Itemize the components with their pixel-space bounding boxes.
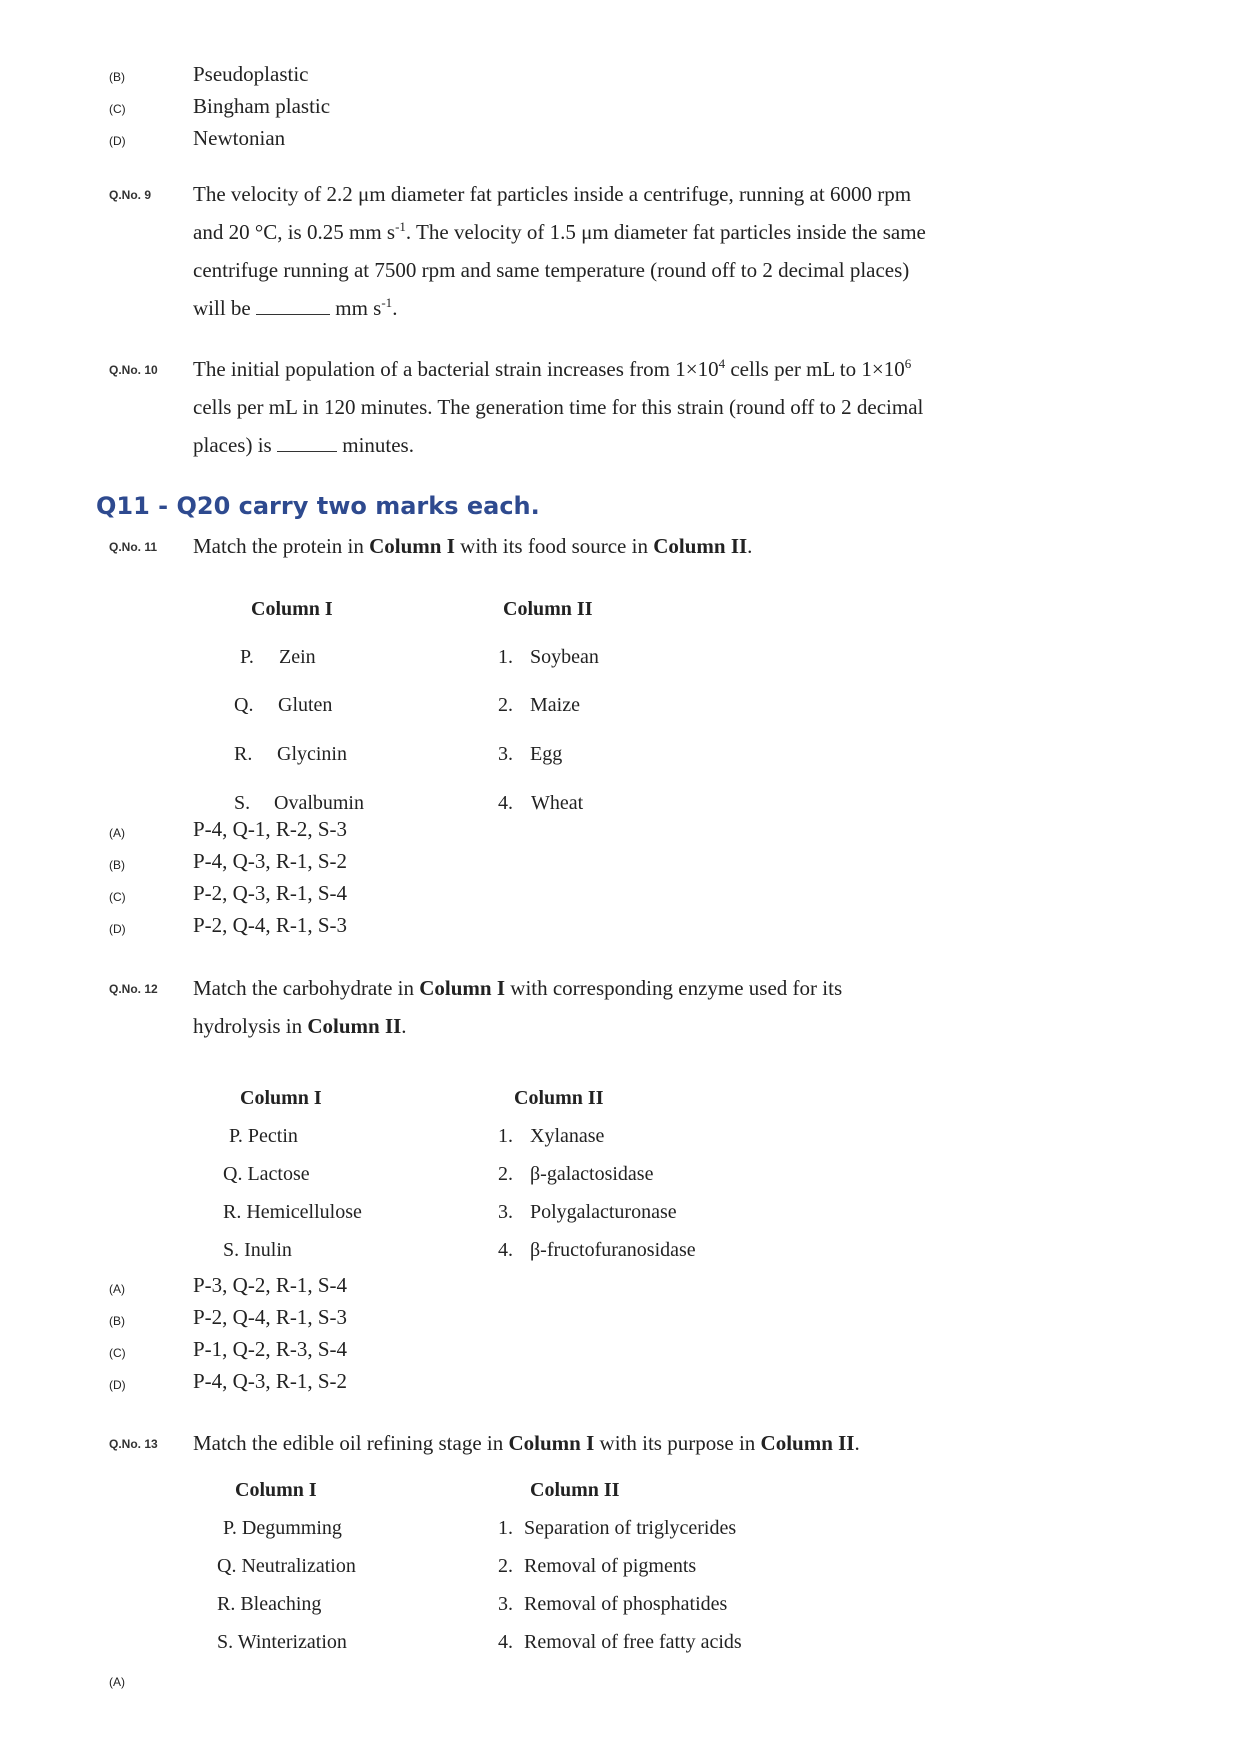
q11-option-c[interactable]: P-2, Q-3, R-1, S-4 xyxy=(193,881,348,905)
option-text-c: Bingham plastic xyxy=(193,94,331,118)
q11-bold-column-1: Column I xyxy=(369,534,455,558)
q13-text-c: . xyxy=(854,1431,860,1455)
q12-col2-value-2: β-galactosidase xyxy=(530,1163,654,1185)
q11-text-c: . xyxy=(747,534,753,558)
q12-col2-value-3: Polygalacturonase xyxy=(530,1201,677,1223)
q9-superscript-2: -1 xyxy=(381,295,393,310)
q13-col1-key-p: P. xyxy=(223,1517,237,1539)
q12-col1-key-r: R. xyxy=(223,1201,242,1223)
q11-option-label-b: (B) xyxy=(109,858,125,872)
q12-line-2b: . xyxy=(401,1014,407,1038)
section-heading: Q11 - Q20 carry two marks each. xyxy=(96,492,540,520)
q12-option-label-c: (C) xyxy=(109,1346,126,1360)
question-9-text xyxy=(193,175,973,327)
question-number-11: Q.No. 11 xyxy=(109,540,158,554)
q9-line-4a: will be xyxy=(193,296,251,320)
q13-col2-key-2: 2. xyxy=(498,1555,513,1577)
question-10-text xyxy=(193,350,973,464)
q13-option-label-a: (A) xyxy=(109,1675,125,1689)
q13-col2-key-4: 4. xyxy=(498,1631,513,1653)
q11-col1-key-r: R. xyxy=(234,743,253,765)
q12-col1-value-p: Pectin xyxy=(247,1125,298,1147)
q13-col1-key-s: S. xyxy=(217,1631,234,1653)
q12-column-2-header: Column II xyxy=(514,1087,604,1109)
q11-bold-column-2: Column II xyxy=(653,534,748,558)
q13-col1-item-s xyxy=(217,1631,347,1654)
q11-col2-key-4: 4. xyxy=(498,792,513,814)
q13-col2-key-1: 1. xyxy=(498,1517,513,1539)
q12-line-1a: Match the carbohydrate in xyxy=(193,976,420,1000)
q10-line-1b: cells per mL to 1×10 xyxy=(725,357,905,381)
q12-option-label-a: (A) xyxy=(109,1282,125,1296)
q10-line-3a: places) is xyxy=(193,433,272,457)
q12-line-1 xyxy=(193,969,938,1007)
q12-column-1-header: Column I xyxy=(240,1087,322,1109)
q12-option-label-d: (D) xyxy=(109,1378,126,1392)
q11-col1-key-p: P. xyxy=(240,646,254,668)
q11-col2-value-4: Wheat xyxy=(531,792,584,814)
question-11-text xyxy=(193,527,973,565)
q13-bold-column-2: Column II xyxy=(760,1431,855,1455)
q12-col2-key-2: 2. xyxy=(498,1163,513,1185)
q10-line-3b: minutes. xyxy=(342,433,414,457)
q13-col1-item-p xyxy=(223,1517,342,1540)
q12-col2-value-1: Xylanase xyxy=(530,1125,605,1147)
q12-col2-key-3: 3. xyxy=(498,1201,513,1223)
q9-line-3: centrifuge running at 7500 rpm and same temperature (round off to 2 decimal places) xyxy=(193,258,910,282)
q10-superscript-2: 6 xyxy=(904,356,912,371)
q13-text-a: Match the edible oil refining stage in xyxy=(193,1431,509,1455)
question-number-13: Q.No. 13 xyxy=(109,1437,158,1451)
q12-col2-key-1: 1. xyxy=(498,1125,513,1147)
q13-col1-key-q: Q. xyxy=(217,1555,237,1577)
q12-bold-column-1: Column I xyxy=(419,976,506,1000)
q12-col1-item-q xyxy=(223,1163,310,1186)
q11-col1-value-s: Ovalbumin xyxy=(274,792,364,814)
q11-option-label-c: (C) xyxy=(109,890,126,904)
option-text-d: Newtonian xyxy=(193,126,286,150)
q11-option-a[interactable]: P-4, Q-1, R-2, S-3 xyxy=(193,817,348,841)
q9-line-2 xyxy=(193,213,973,251)
q12-line-2a: hydrolysis in xyxy=(193,1014,308,1038)
q12-option-c[interactable]: P-1, Q-2, R-3, S-4 xyxy=(193,1337,348,1361)
q10-line-2: cells per mL in 120 minutes. The generation time for this strain (round off to 2 decimal xyxy=(193,395,924,419)
q11-option-d[interactable]: P-2, Q-4, R-1, S-3 xyxy=(193,913,348,937)
question-number-12: Q.No. 12 xyxy=(109,982,158,996)
q11-option-label-a: (A) xyxy=(109,826,125,840)
q9-superscript-1: -1 xyxy=(395,219,406,234)
q12-col1-value-r: Hemicellulose xyxy=(246,1201,362,1223)
q12-col2-key-4: 4. xyxy=(498,1239,513,1261)
question-number-10: Q.No. 10 xyxy=(109,363,158,377)
q13-col2-value-1: Separation of triglycerides xyxy=(524,1517,737,1539)
q9-line-2a: and 20 °C, is 0.25 mm s xyxy=(193,220,396,244)
q12-col1-key-q: Q. xyxy=(223,1163,243,1185)
q12-bold-column-2: Column II xyxy=(307,1014,402,1038)
q12-col1-key-p: P. xyxy=(229,1125,243,1147)
question-13-text xyxy=(193,1424,973,1462)
q12-line-1b: with corresponding enzyme used for its xyxy=(505,976,843,1000)
q11-col2-key-2: 2. xyxy=(498,694,513,716)
q11-option-label-d: (D) xyxy=(109,922,126,936)
q13-col2-value-3: Removal of phosphatides xyxy=(524,1593,728,1615)
q9-line-1: The velocity of 2.2 μm diameter fat particles inside a centrifuge, running at 6000 rpm xyxy=(193,182,912,206)
q13-col1-key-r: R. xyxy=(217,1593,236,1615)
q11-col1-key-q: Q. xyxy=(234,694,254,716)
q11-col2-key-1: 1. xyxy=(498,646,513,668)
q13-col1-value-q: Neutralization xyxy=(241,1555,356,1577)
q13-col1-value-s: Winterization xyxy=(237,1631,347,1653)
q12-option-label-b: (B) xyxy=(109,1314,125,1328)
q11-column-2-header: Column II xyxy=(503,598,593,620)
q13-col2-value-4: Removal of free fatty acids xyxy=(524,1631,742,1653)
q11-column-1-header: Column I xyxy=(251,598,333,620)
q10-line-1 xyxy=(193,350,973,388)
q12-option-b[interactable]: P-2, Q-4, R-1, S-3 xyxy=(193,1305,348,1329)
q10-line-1a: The initial population of a bacterial strain increases from 1×10 xyxy=(193,357,719,381)
answer-blank-q10[interactable] xyxy=(277,433,337,452)
q12-col1-key-s: S. xyxy=(223,1239,240,1261)
q11-col1-key-s: S. xyxy=(234,792,251,814)
option-text-b: Pseudoplastic xyxy=(193,62,309,86)
q12-col1-value-s: Inulin xyxy=(244,1239,292,1261)
option-label-b: (B) xyxy=(109,70,125,84)
q11-col2-value-2: Maize xyxy=(530,694,580,716)
q12-col1-value-q: Lactose xyxy=(247,1163,310,1185)
q13-text-b: with its purpose in xyxy=(594,1431,761,1455)
q11-col2-value-3: Egg xyxy=(530,743,563,765)
question-12-text xyxy=(193,969,938,1045)
q11-col2-key-3: 3. xyxy=(498,743,513,765)
q12-line-2 xyxy=(193,1007,938,1045)
q11-col1-value-q: Gluten xyxy=(278,694,333,716)
q10-line-3 xyxy=(193,426,973,464)
q11-col2-value-1: Soybean xyxy=(530,646,599,668)
q12-option-a[interactable]: P-3, Q-2, R-1, S-4 xyxy=(193,1273,348,1297)
q12-col1-item-s xyxy=(223,1239,292,1262)
q11-text-a: Match the protein in xyxy=(193,534,370,558)
q13-col1-value-p: Degumming xyxy=(241,1517,342,1539)
q9-line-4c: . xyxy=(392,296,398,320)
q13-bold-column-1: Column I xyxy=(508,1431,595,1455)
option-label-c: (C) xyxy=(109,102,126,116)
answer-blank-q9[interactable] xyxy=(256,296,330,315)
q13-col1-item-r xyxy=(217,1593,321,1616)
q13-col2-value-2: Removal of pigments xyxy=(524,1555,697,1577)
q9-line-4b: mm s xyxy=(335,296,382,320)
q11-option-b[interactable]: P-4, Q-3, R-1, S-2 xyxy=(193,849,348,873)
q12-col1-item-r xyxy=(223,1201,362,1224)
q10-superscript-1: 4 xyxy=(718,356,726,371)
q11-col1-value-r: Glycinin xyxy=(277,743,347,765)
question-number-9: Q.No. 9 xyxy=(109,188,152,202)
q13-column-1-header: Column I xyxy=(235,1479,317,1501)
q12-col2-value-4: β-fructofuranosidase xyxy=(530,1239,696,1261)
q13-col1-item-q xyxy=(217,1555,356,1578)
option-label-d: (D) xyxy=(109,134,126,148)
q9-line-4 xyxy=(193,289,973,327)
q13-column-2-header: Column II xyxy=(530,1479,620,1501)
q11-col1-value-p: Zein xyxy=(279,646,316,668)
q12-option-d[interactable]: P-4, Q-3, R-1, S-2 xyxy=(193,1369,348,1393)
q11-text-b: with its food source in xyxy=(454,534,654,558)
q13-col1-value-r: Bleaching xyxy=(240,1593,322,1615)
q9-line-2b: . The velocity of 1.5 μm diameter fat particles inside the same xyxy=(405,220,926,244)
q12-col1-item-p xyxy=(229,1125,298,1148)
q13-col2-key-3: 3. xyxy=(498,1593,513,1615)
